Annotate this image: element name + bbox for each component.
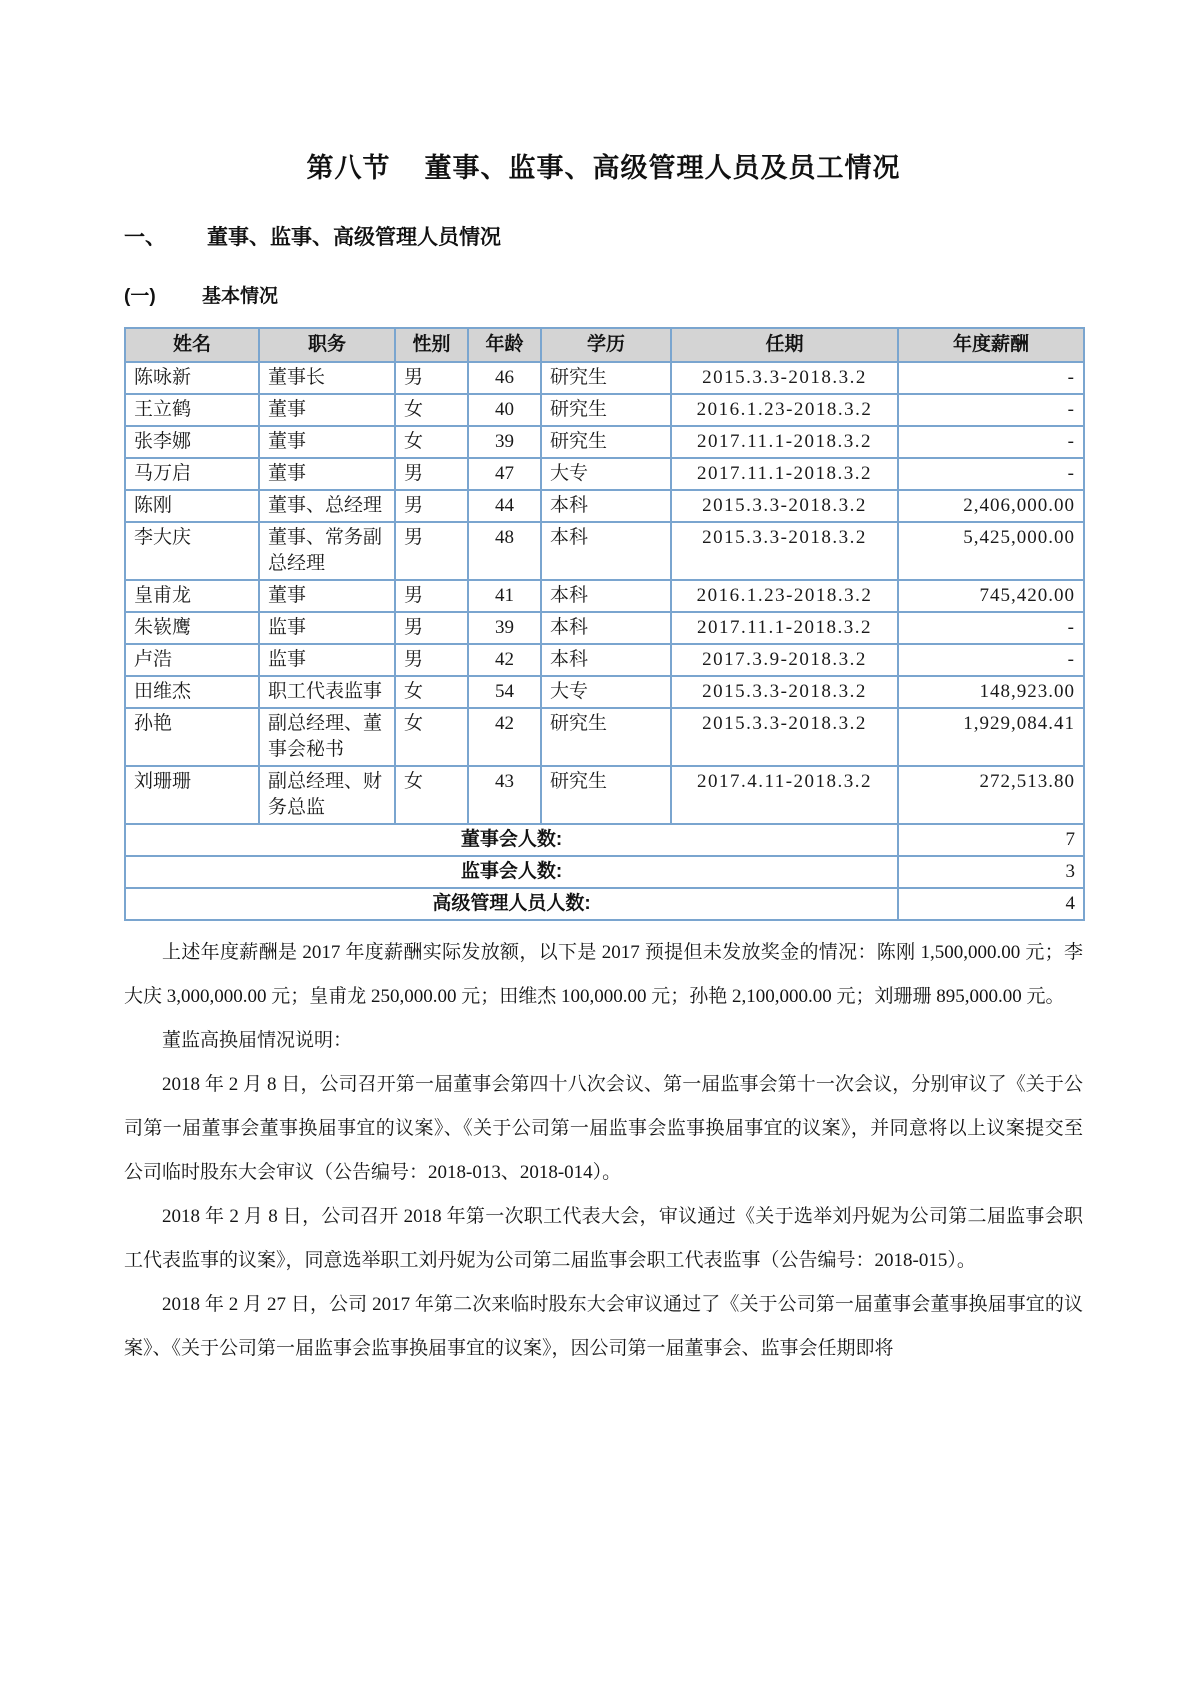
cell-age: 43	[468, 766, 541, 824]
cell-name: 田维杰	[125, 676, 259, 708]
cell-education: 本科	[541, 644, 671, 676]
cell-gender: 男	[395, 522, 468, 580]
cell-position: 监事	[259, 644, 395, 676]
cell-education: 研究生	[541, 362, 671, 394]
cell-term: 2017.11.1-2018.3.2	[671, 612, 898, 644]
cell-term: 2015.3.3-2018.3.2	[671, 490, 898, 522]
cell-gender: 男	[395, 458, 468, 490]
cell-education: 研究生	[541, 426, 671, 458]
cell-name: 孙艳	[125, 708, 259, 766]
paragraph: 2018 年 2 月 8 日，公司召开 2018 年第一次职工代表大会，审议通过《关于选举刘丹妮为公司第二届监事会职工代表监事的议案》，同意选举职工刘丹妮为公司第二届监事会职工代表监事（公告编号：2018-015）。	[124, 1206, 1083, 1271]
header-gender: 性别	[395, 328, 468, 362]
cell-age: 46	[468, 362, 541, 394]
cell-term: 2017.11.1-2018.3.2	[671, 426, 898, 458]
summary-label: 监事会人数:	[125, 856, 898, 888]
cell-term: 2015.3.3-2018.3.2	[671, 522, 898, 580]
table-header-row	[125, 328, 1084, 362]
cell-education: 本科	[541, 612, 671, 644]
cell-position: 董事	[259, 394, 395, 426]
cell-position: 董事、总经理	[259, 490, 395, 522]
header-term: 任期	[671, 328, 898, 362]
cell-name: 卢浩	[125, 644, 259, 676]
chapter-title	[124, 146, 1083, 185]
cell-position: 董事长	[259, 362, 395, 394]
cell-age: 40	[468, 394, 541, 426]
cell-name: 李大庆	[125, 522, 259, 580]
subsection-title	[124, 281, 1083, 308]
header-position: 职务	[259, 328, 395, 362]
cell-name: 王立鹤	[125, 394, 259, 426]
cell-term: 2017.3.9-2018.3.2	[671, 644, 898, 676]
summary-label: 高级管理人员人数:	[125, 888, 898, 920]
cell-salary: 5,425,000.00	[898, 522, 1084, 580]
cell-salary: -	[898, 362, 1084, 394]
cell-gender: 女	[395, 394, 468, 426]
cell-gender: 女	[395, 708, 468, 766]
table-row	[125, 644, 1084, 676]
summary-row	[125, 856, 1084, 888]
cell-age: 39	[468, 426, 541, 458]
paragraph: 2018 年 2 月 8 日，公司召开第一届董事会第四十八次会议、第一届监事会第十一次会议，分别审议了《关于公司第一届董事会董事换届事宜的议案》、《关于公司第一届监事会监事换届事宜的议案》，并同意将以上议案提交至公司临时股东大会审议（公告编号：2018-013、2018-014）。	[124, 1074, 1083, 1183]
cell-position: 董事	[259, 458, 395, 490]
header-education: 学历	[541, 328, 671, 362]
cell-salary: 1,929,084.41	[898, 708, 1084, 766]
summary-value: 3	[898, 856, 1084, 888]
cell-education: 研究生	[541, 708, 671, 766]
table-row	[125, 490, 1084, 522]
subsection-title-text: 基本情况	[202, 286, 279, 307]
table-row	[125, 458, 1084, 490]
cell-position: 职工代表监事	[259, 676, 395, 708]
cell-term: 2017.11.1-2018.3.2	[671, 458, 898, 490]
cell-salary: -	[898, 458, 1084, 490]
table-row	[125, 522, 1084, 580]
cell-term: 2017.4.11-2018.3.2	[671, 766, 898, 824]
cell-term: 2015.3.3-2018.3.2	[671, 362, 898, 394]
table-row	[125, 612, 1084, 644]
cell-gender: 男	[395, 644, 468, 676]
header-age: 年龄	[468, 328, 541, 362]
cell-position: 董事	[259, 426, 395, 458]
cell-salary: 272,513.80	[898, 766, 1084, 824]
cell-education: 本科	[541, 522, 671, 580]
section-title-text: 董事、监事、高级管理人员情况	[207, 226, 501, 249]
section-number: 一、	[124, 226, 166, 249]
cell-gender: 女	[395, 426, 468, 458]
cell-name: 马万启	[125, 458, 259, 490]
table-row	[125, 676, 1084, 708]
summary-row	[125, 888, 1084, 920]
cell-term: 2016.1.23-2018.3.2	[671, 580, 898, 612]
paragraph: 上述年度薪酬是 2017 年度薪酬实际发放额，以下是 2017 预提但未发放奖金的情况：陈刚 1,500,000.00 元；李大庆 3,000,000.00 元；皇甫龙 250,000.00 元；田维杰 100,000.00 元；孙艳 2,100,000.00 元；刘珊珊 895,000.00 元。	[124, 942, 1083, 1007]
table-row	[125, 708, 1084, 766]
summary-value: 7	[898, 824, 1084, 856]
cell-salary: 148,923.00	[898, 676, 1084, 708]
cell-gender: 女	[395, 676, 468, 708]
table-row	[125, 362, 1084, 394]
cell-position: 董事、常务副总经理	[259, 522, 395, 580]
cell-position: 监事	[259, 612, 395, 644]
cell-gender: 男	[395, 490, 468, 522]
summary-row	[125, 824, 1084, 856]
cell-name: 朱嵚鹰	[125, 612, 259, 644]
cell-education: 大专	[541, 458, 671, 490]
table-body	[125, 362, 1084, 920]
management-table	[124, 327, 1085, 921]
cell-gender: 女	[395, 766, 468, 824]
summary-value: 4	[898, 888, 1084, 920]
cell-age: 48	[468, 522, 541, 580]
chapter-title-text: 董事、监事、高级管理人员及员工情况	[424, 153, 901, 183]
cell-term: 2016.1.23-2018.3.2	[671, 394, 898, 426]
cell-position: 副总经理、董事会秘书	[259, 708, 395, 766]
cell-position: 董事	[259, 580, 395, 612]
cell-name: 皇甫龙	[125, 580, 259, 612]
cell-gender: 男	[395, 362, 468, 394]
table-row	[125, 766, 1084, 824]
table-row	[125, 580, 1084, 612]
cell-education: 研究生	[541, 766, 671, 824]
cell-salary: 745,420.00	[898, 580, 1084, 612]
subsection-number: (一)	[124, 286, 156, 307]
cell-name: 陈刚	[125, 490, 259, 522]
section-title	[124, 221, 1083, 251]
summary-label: 董事会人数:	[125, 824, 898, 856]
cell-gender: 男	[395, 612, 468, 644]
header-name: 姓名	[125, 328, 259, 362]
cell-term: 2015.3.3-2018.3.2	[671, 708, 898, 766]
cell-age: 47	[468, 458, 541, 490]
cell-education: 本科	[541, 490, 671, 522]
cell-age: 39	[468, 612, 541, 644]
cell-term: 2015.3.3-2018.3.2	[671, 676, 898, 708]
cell-salary: -	[898, 612, 1084, 644]
cell-gender: 男	[395, 580, 468, 612]
cell-education: 研究生	[541, 394, 671, 426]
table-row	[125, 426, 1084, 458]
cell-name: 陈咏新	[125, 362, 259, 394]
paragraphs	[124, 931, 1083, 1371]
cell-salary: -	[898, 644, 1084, 676]
chapter-number: 第八节	[306, 153, 391, 183]
paragraph: 董监高换届情况说明：	[162, 1030, 353, 1051]
table-row	[125, 394, 1084, 426]
header-salary: 年度薪酬	[898, 328, 1084, 362]
cell-position: 副总经理、财务总监	[259, 766, 395, 824]
cell-age: 42	[468, 708, 541, 766]
paragraph: 2018 年 2 月 27 日，公司 2017 年第二次来临时股东大会审议通过了《关于公司第一届董事会董事换届事宜的议案》、《关于公司第一届监事会监事换届事宜的议案》，因公司第一届董事会、监事会任期即将	[124, 1294, 1083, 1359]
cell-name: 张李娜	[125, 426, 259, 458]
cell-age: 44	[468, 490, 541, 522]
cell-education: 本科	[541, 580, 671, 612]
cell-salary: -	[898, 394, 1084, 426]
cell-salary: 2,406,000.00	[898, 490, 1084, 522]
cell-age: 41	[468, 580, 541, 612]
cell-education: 大专	[541, 676, 671, 708]
cell-name: 刘珊珊	[125, 766, 259, 824]
cell-salary: -	[898, 426, 1084, 458]
cell-age: 54	[468, 676, 541, 708]
cell-age: 42	[468, 644, 541, 676]
